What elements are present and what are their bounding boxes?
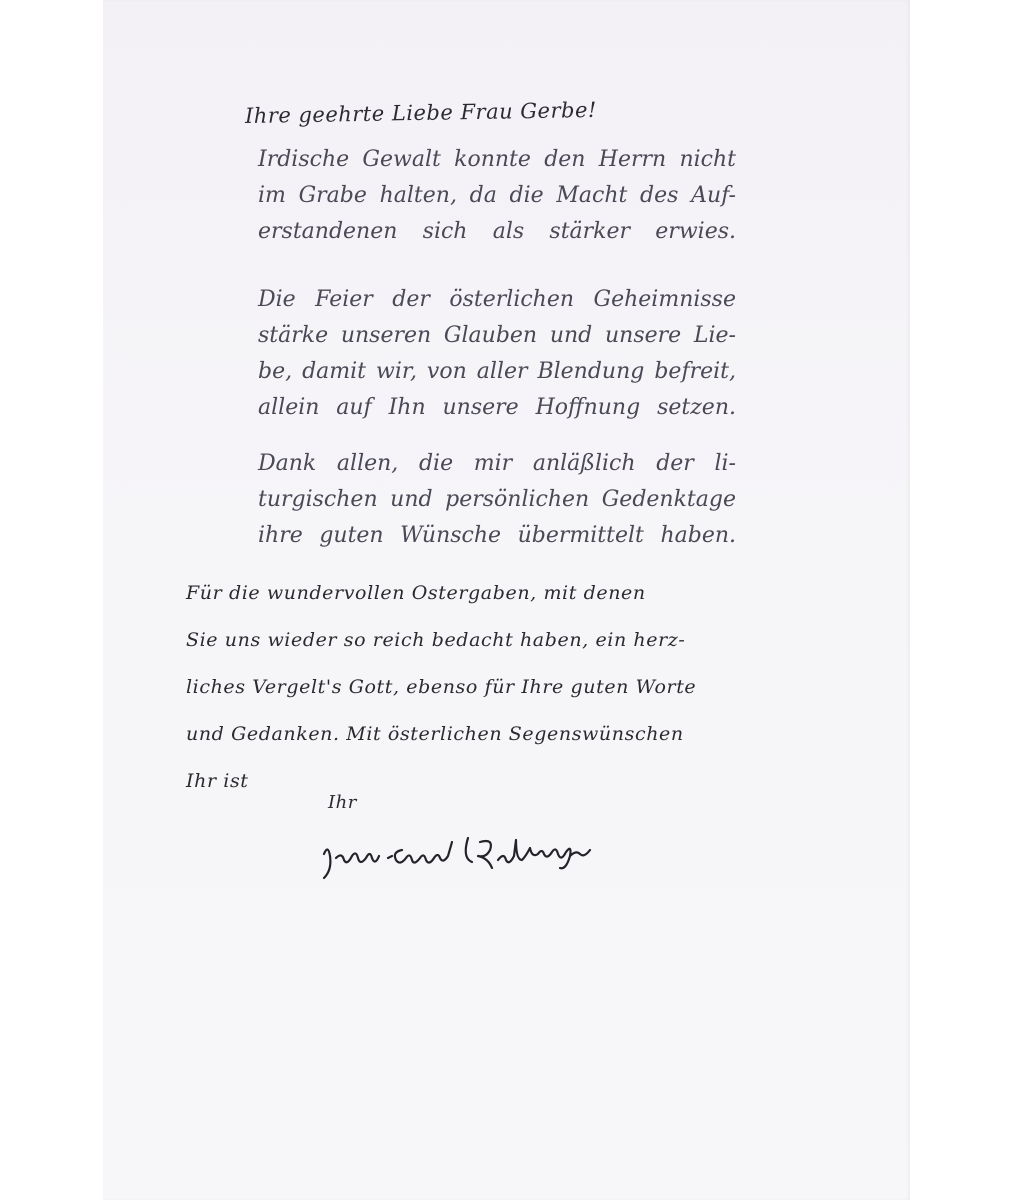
printed-line: allein auf Ihn unsere Hoffnung setzen.	[258, 395, 736, 420]
handwritten-line: liches Vergelt's Gott, ebenso für Ihre guten Worte	[186, 676, 697, 698]
printed-line: Dank allen, die mir anläßlich der li-	[258, 451, 736, 476]
printed-line: turgischen und persönlichen Gedenktage	[258, 487, 736, 512]
handwritten-closing: Ihr	[328, 792, 357, 813]
printed-line: erstandenen sich als stärker erwies.	[258, 219, 736, 244]
handwritten-note	[186, 570, 866, 805]
handwritten-line: Für die wundervollen Ostergaben, mit denen	[186, 582, 646, 604]
handwritten-line: und Gedanken. Mit österlichen Segenswünschen	[186, 723, 684, 745]
printed-line: stärke unseren Glauben und unsere Lie-	[258, 323, 736, 348]
signature	[318, 832, 678, 882]
printed-line: Irdische Gewalt konnte den Herrn nicht	[258, 147, 736, 172]
handwritten-line: Ihr ist	[186, 770, 249, 792]
printed-line: ihre guten Wünsche übermittelt haben.	[258, 523, 736, 548]
printed-line: im Grabe halten, da die Macht des Auf-	[258, 183, 736, 208]
signature-scribble	[318, 832, 678, 882]
printed-paragraph-2	[258, 282, 736, 426]
printed-paragraph-3	[258, 446, 736, 554]
printed-line: be, damit wir, von aller Blendung befreit,	[258, 359, 736, 384]
printed-line: Die Feier der österlichen Geheimnisse	[258, 287, 736, 312]
printed-paragraph-1	[258, 142, 736, 250]
handwritten-line: Sie uns wieder so reich bedacht haben, ein herz-	[186, 629, 686, 651]
handwritten-salutation: Ihre geehrte Liebe Frau Gerbe!	[244, 97, 598, 128]
